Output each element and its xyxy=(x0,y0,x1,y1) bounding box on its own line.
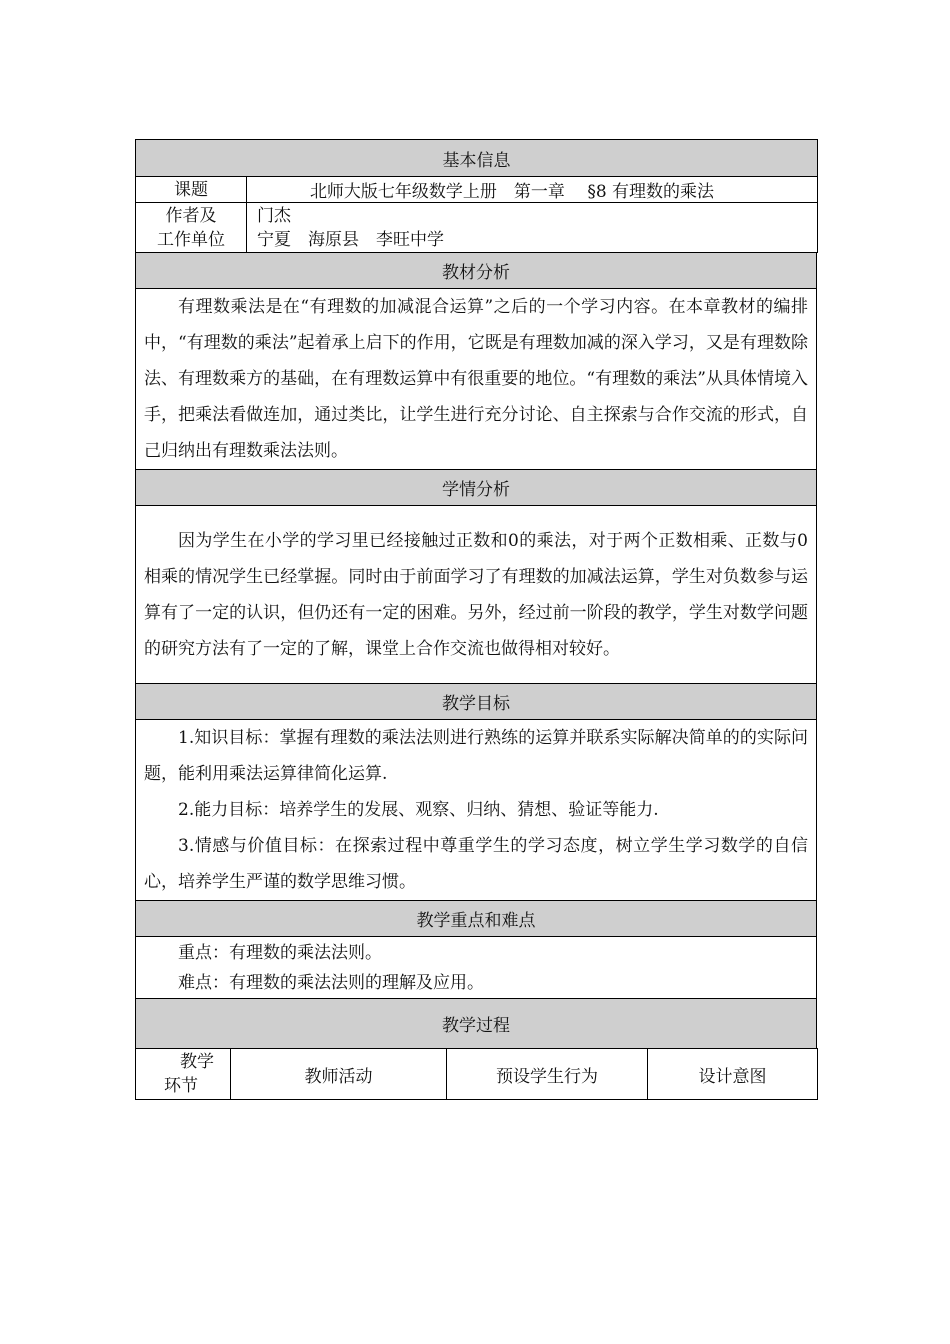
column-header-design-intent: 设计意图 xyxy=(648,1049,818,1100)
author-value xyxy=(247,203,818,253)
topic-value: 北师大版七年级数学上册 第一章 §8 有理数的乘法 xyxy=(247,177,818,203)
section-header-student-analysis: 学情分析 xyxy=(136,470,817,506)
student-analysis-body xyxy=(136,506,817,684)
topic-label: 课题 xyxy=(136,177,247,203)
author-label-line1: 作者及 xyxy=(165,205,217,226)
key-difficult-points-body xyxy=(136,937,817,999)
column-header-stage-line2: 环节 xyxy=(164,1076,198,1096)
teaching-process-table xyxy=(135,1048,818,1100)
paragraph: 因为学生在小学的学习里已经接触过正数和0的乘法，对于两个正数相乘、正数与0相乘的情况学生已经掌握。同时由于前面学习了有理数的加减法运算，学生对负数参与运算有了一定的认识，但仍还有一定的困难。另外，经过前一阶段的教学，学生对数学问题的研究方法有了一定的了解，课堂上合作交流也做得相对较好。 xyxy=(144,530,808,659)
author-unit: 宁夏 海原县 李旺中学 xyxy=(257,229,444,250)
column-header-stage-line1: 教学 xyxy=(180,1052,214,1072)
section-header-key-difficult-points: 教学重点和难点 xyxy=(136,901,817,937)
section-header-teaching-process: 教学过程 xyxy=(136,999,817,1049)
paragraph: 有理数乘法是在“有理数的加减混合运算”之后的一个学习内容。在本章教材的编排中，“有理数的乘法”起着承上启下的作用，它既是有理数加减的深入学习，又是有理数除法、有理数乘方的基础，在有理数运算中有很重要的地位。“有理数的乘法”从具体情境入手，把乘法看做连加，通过类比，让学生进行充分讨论、自主探索与合作交流的形式，自己归纳出有理数乘法法则。 xyxy=(144,297,808,461)
paragraph: 重点：有理数的乘法法则。 xyxy=(178,942,382,963)
section-header-teaching-goals: 教学目标 xyxy=(136,684,817,720)
paragraph: 2.能力目标：培养学生的发展、观察、归纳、猜想、验证等能力. xyxy=(178,800,659,820)
paragraph: 难点：有理数的乘法法则的理解及应用。 xyxy=(178,972,484,993)
paragraph: 1.知识目标：掌握有理数的乘法法则进行熟练的运算并联系实际解决简单的的实际问题，能利用乘法运算律简化运算. xyxy=(144,728,808,784)
lesson-plan-document xyxy=(135,139,817,1100)
material-analysis-body xyxy=(136,289,817,470)
section-header-material-analysis: 教材分析 xyxy=(136,253,817,289)
author-label xyxy=(136,203,247,253)
sections-table xyxy=(135,252,817,1049)
author-name: 门杰 xyxy=(257,205,291,226)
teaching-goals-body xyxy=(136,720,817,901)
column-header-stage xyxy=(136,1049,231,1100)
section-header-basic-info: 基本信息 xyxy=(136,140,818,177)
author-label-line2: 工作单位 xyxy=(157,229,225,250)
basic-info-table xyxy=(135,139,818,253)
paragraph: 3.情感与价值目标：在探索过程中尊重学生的学习态度，树立学生学习数学的自信心，培养学生严谨的数学思维习惯。 xyxy=(144,836,808,892)
column-header-teacher-activity: 教师活动 xyxy=(231,1049,447,1100)
column-header-student-behavior: 预设学生行为 xyxy=(447,1049,648,1100)
